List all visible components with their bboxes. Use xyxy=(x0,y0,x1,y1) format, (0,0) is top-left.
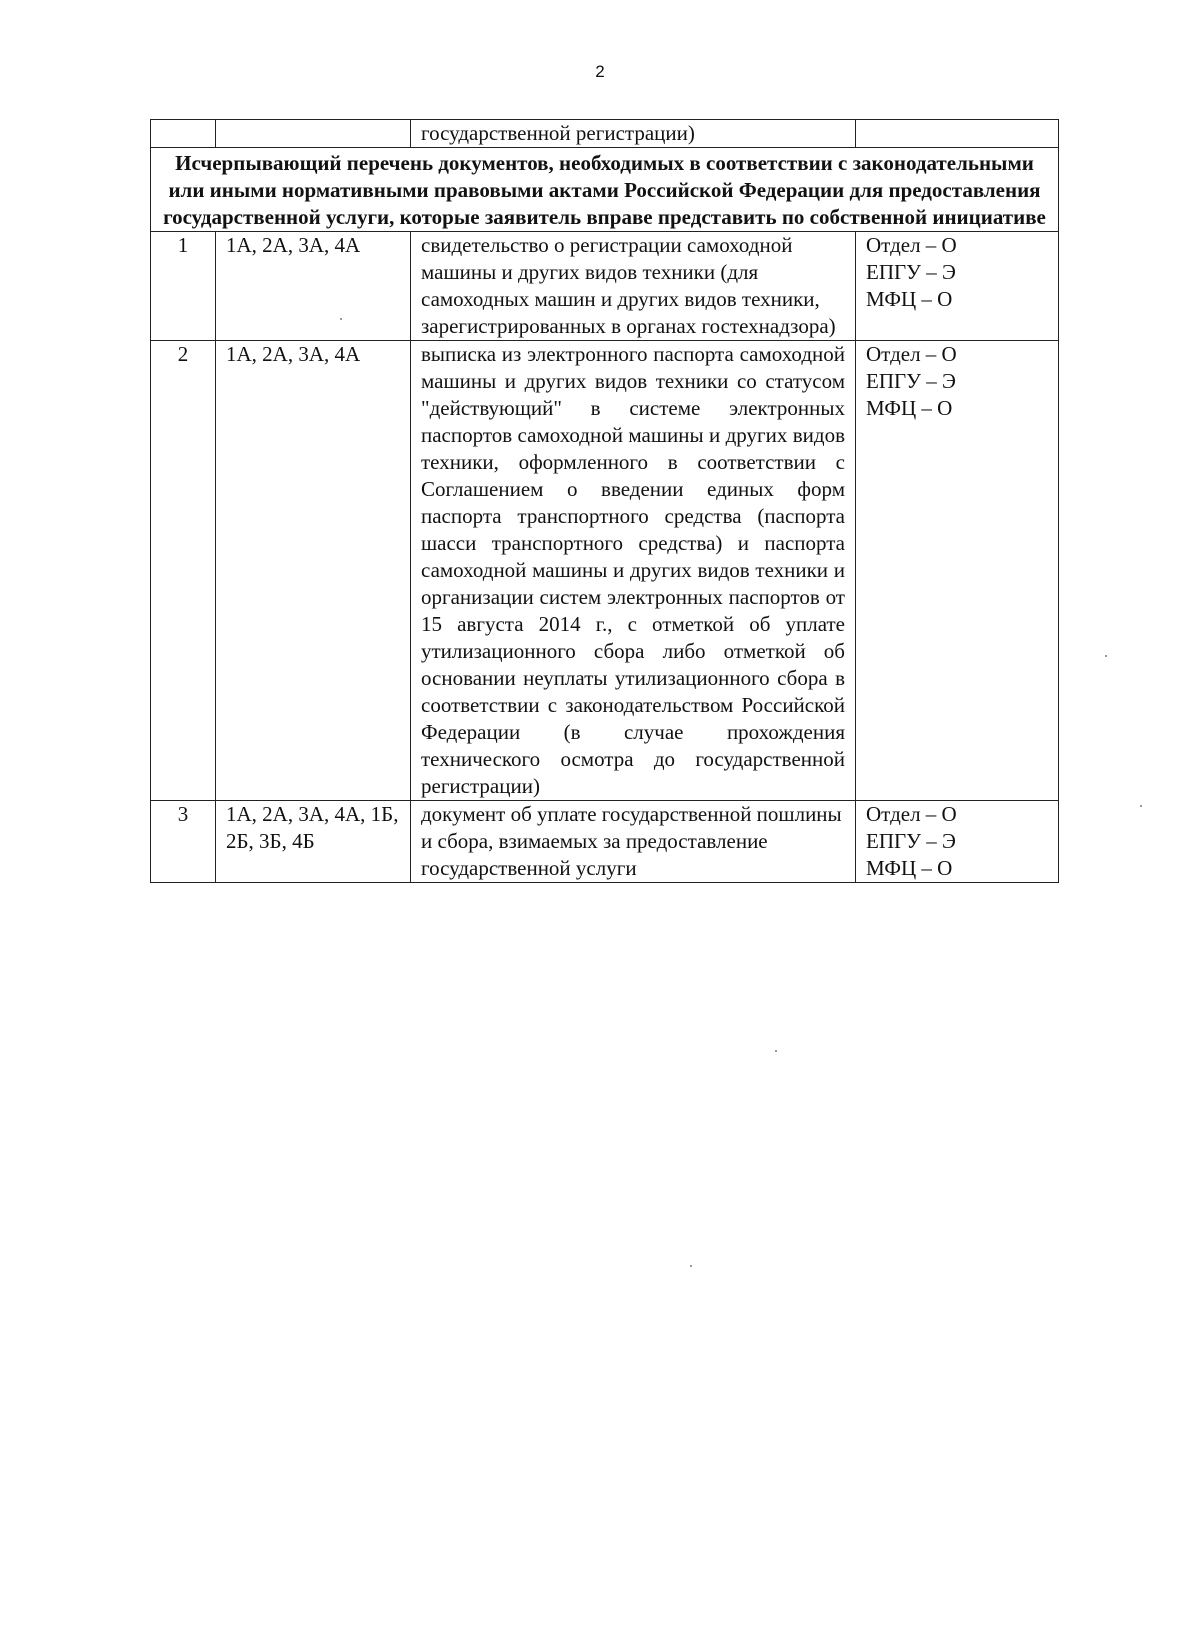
page-number: 2 xyxy=(595,62,605,81)
source-item: МФЦ – О xyxy=(866,856,953,880)
table-row xyxy=(151,801,1059,883)
row-categories: 1А, 2А, 3А, 4А xyxy=(216,232,411,341)
scan-speck xyxy=(1140,805,1142,807)
scan-speck xyxy=(775,1050,777,1052)
table-row xyxy=(151,341,1059,801)
source-item: ЕПГУ – Э xyxy=(866,260,956,284)
row-categories: 1А, 2А, 3А, 4А, 1Б, 2Б, 3Б, 4Б xyxy=(216,801,411,883)
source-item: МФЦ – О xyxy=(866,287,953,311)
source-item: Отдел – О xyxy=(866,233,957,257)
cell-source xyxy=(856,120,1059,148)
row-document: свидетельство о регистрации самоходной машины и других видов техники (для самоходных машин и других видов техники, зарегистрированных в органах гостехнадзора) xyxy=(411,232,856,341)
table-row xyxy=(151,232,1059,341)
row-source xyxy=(856,801,1059,883)
scan-speck xyxy=(690,1265,692,1267)
row-document: выписка из электронного паспорта самоходной машины и других видов техники со статусом "действующий" в системе электронных паспортов самоходной машины и других видов техники, оформленного в соответствии с Соглашением о введении единых форм паспорта транспортного средства (паспорта шасси транспортного средства) и паспорта самоходной машины и других видов техники и организации систем электронных паспортов от 15 августа 2014 г., с отметкой об уплате утилизационного сбора либо отметкой об основании неуплаты утилизационного сбора в соответствии с законодательством Российской Федерации (в случае прохождения технического осмотра до государственной регистрации) xyxy=(411,341,856,801)
scan-speck xyxy=(1105,655,1107,657)
source-item: ЕПГУ – Э xyxy=(866,369,956,393)
section-heading: Исчерпывающий перечень документов, необходимых в соответствии с законодательными или иными нормативными правовыми актами Российской Федерации для предоставления государственной услуги, которые заявитель вправе представить по собственной инициативе xyxy=(151,148,1059,232)
row-number: 2 xyxy=(151,341,216,801)
row-document: документ об уплате государственной пошлины и сбора, взимаемых за предоставление государственной услуги xyxy=(411,801,856,883)
source-item: Отдел – О xyxy=(866,802,957,826)
source-item: МФЦ – О xyxy=(866,396,953,420)
row-number: 3 xyxy=(151,801,216,883)
cell-categories xyxy=(216,120,411,148)
source-item: Отдел – О xyxy=(866,342,957,366)
row-source xyxy=(856,232,1059,341)
scan-speck xyxy=(340,318,342,320)
section-heading-row xyxy=(151,148,1059,232)
cell-document: государственной регистрации) xyxy=(411,120,856,148)
row-number: 1 xyxy=(151,232,216,341)
continued-row xyxy=(151,120,1059,148)
cell-num xyxy=(151,120,216,148)
row-source xyxy=(856,341,1059,801)
source-item: ЕПГУ – Э xyxy=(866,829,956,853)
documents-table xyxy=(150,119,1059,883)
row-categories: 1А, 2А, 3А, 4А xyxy=(216,341,411,801)
